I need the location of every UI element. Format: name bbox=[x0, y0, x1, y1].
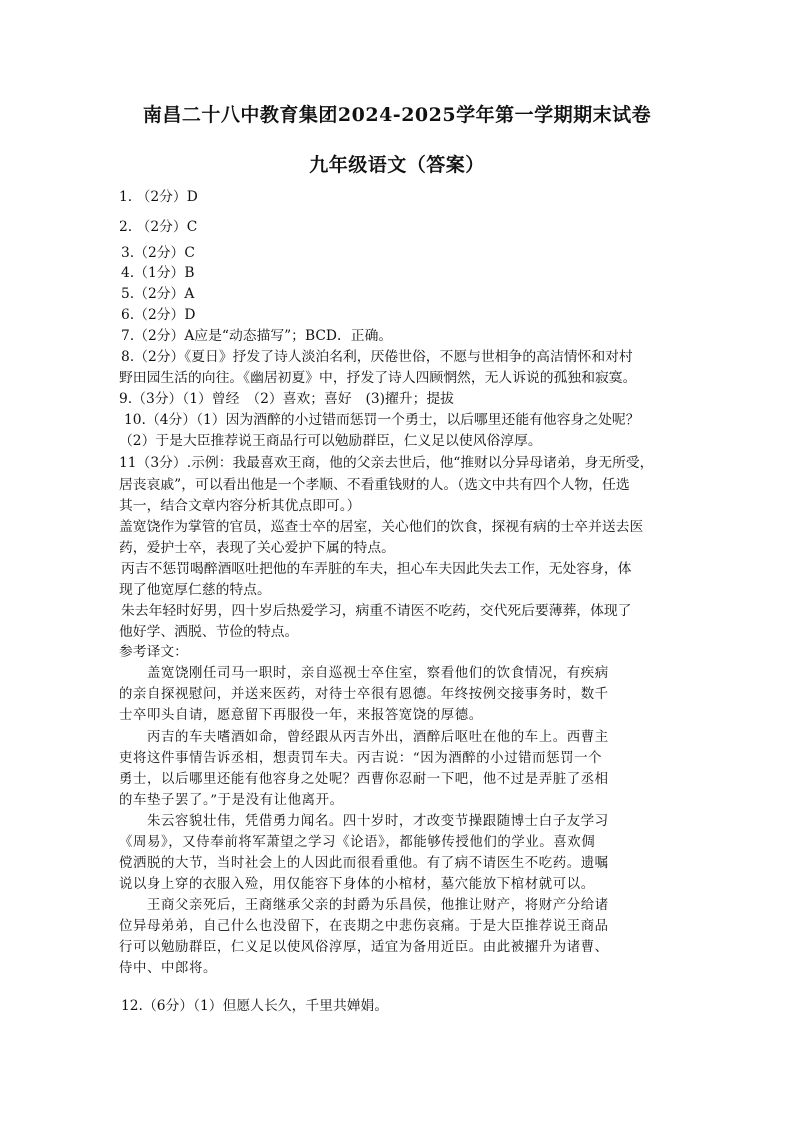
answer-line: 10.（4分）（1）因为酒醉的小过错而惩罚一个勇士，以后哪里还能有他容身之处呢？ bbox=[124, 412, 640, 428]
answer-line: 其一，结合文章内容分析其优点即可。） bbox=[119, 498, 361, 514]
answer-line: 朱去年轻时好男，四十岁后热爱学习，病重不请医不吃药，交代死后要薄葬，体现了 bbox=[121, 603, 632, 619]
translation-line: 位异母弟弟，自己什么也没留下，在丧期之中悲伤哀痛。于是大臣推荐说王商品 bbox=[119, 919, 609, 934]
translation-line: 《周易》，又侍奉前将军萧望之学习《论语》，都能够传授他们的学业。喜欢倜 bbox=[119, 835, 596, 850]
answer-line: 9.（3分）（1）曾经 （2）喜欢；喜好 (3)擢升；提拔 bbox=[119, 391, 454, 407]
translation-line: 盖宽饶刚任司马一职时，亲自巡视士卒住室，察看他们的饮食情况，有疾病 bbox=[147, 666, 609, 681]
translation-heading: 参考译文： bbox=[119, 644, 188, 660]
answer-line: 居丧哀戚”，可以看出他是一个孝顺、不看重钱财的人。（选文中共有四个人物，任选 bbox=[119, 477, 630, 493]
answer-line: 1. （2分）D bbox=[119, 189, 198, 205]
page-title: 南昌二十八中教育集团2024-2025学年第一学期期末试卷 bbox=[142, 104, 652, 126]
answer-line: 7.（2分）A应是“动态描写”；BCD．正确。 bbox=[121, 328, 393, 344]
answer-line: 4.（1分）B bbox=[121, 265, 195, 281]
answer-line: 野田园生活的向往。《幽居初夏》中，抒发了诗人四顾惘然，无人诉说的孤独和寂寞。 bbox=[119, 370, 637, 386]
translation-line: 王商父亲死后，王商继承父亲的封爵为乐昌侯，他推让财产，将财产分给诸 bbox=[147, 898, 609, 913]
translation-line: 丙吉的车夫嗜酒如命，曾经跟从丙吉外出，酒醉后呕吐在他的车上。西曹主 bbox=[147, 730, 609, 745]
translation-line: 的亲自探视慰问，并送来医药，对待士卒很有恩德。年终按例交接事务时，数千 bbox=[119, 687, 609, 702]
translation-line: 朱云容貌壮伟，凭借勇力闻名。四十岁时，才改变节操跟随博士白子友学习 bbox=[147, 814, 609, 829]
answer-line: 丙吉不惩罚喝醉酒呕吐把他的车弄脏的车夫，担心车夫因此失去工作，无处容身，体 bbox=[121, 561, 632, 577]
answer-line: （2）于是大臣推荐说王商品行可以勉励群臣，仁义足以使风俗淳厚。 bbox=[119, 433, 542, 449]
translation-line: 行可以勉励群臣，仁义足以使风俗淳厚，适宜为备用近臣。由此被擢升为诸曹、 bbox=[119, 940, 609, 955]
answer-line: 6.（2分）D bbox=[121, 307, 196, 323]
translation-line: 吏将这件事情告诉丞相，想责罚车夫。丙吉说：“因为酒醉的小过错而惩罚一个 bbox=[119, 751, 603, 766]
translation-line: 说以身上穿的衣服入殓，用仅能容下身体的小棺材，墓穴能放下棺材就可以。 bbox=[119, 877, 595, 892]
answer-line: 8.（2分）《夏日》抒发了诗人淡泊名利，厌倦世俗，不愿与世相争的高洁情怀和对村 bbox=[121, 349, 633, 365]
translation-line: 士卒叩头自请，愿意留下再服役一年，来报答宽饶的厚德。 bbox=[119, 708, 483, 723]
answer-line: 2. （2分）C bbox=[119, 219, 198, 235]
translation-line: 傥洒脱的大节，当时社会上的人因此而很看重他。有了病不请医生不吃药。遗嘱 bbox=[119, 856, 609, 871]
answer-line: 5.（2分）A bbox=[121, 286, 195, 302]
answer-line: 3.（2分）C bbox=[121, 245, 195, 261]
answer-line: 他好学、洒脱、节俭的特点。 bbox=[119, 624, 299, 640]
translation-line: 侍中、中郎将。 bbox=[119, 961, 217, 976]
answer-line: 药，爱护士卒，表现了关心爱护下属的特点。 bbox=[119, 540, 395, 556]
answer-line: 现了他宽厚仁慈的特点。 bbox=[119, 582, 271, 598]
page-subtitle: 九年级语文（答案） bbox=[309, 154, 485, 176]
translation-line: 勇士，以后哪里还能有他容身之处呢？西曹你忍耐一下吧，他不过是弄脏了丞相 bbox=[119, 772, 609, 787]
answer-line-12: 12.（6分）（1）但愿人长久，千里共婵娟。 bbox=[121, 998, 389, 1014]
translation-line: 的车垫子罢了。”于是没有让他离开。 bbox=[119, 793, 344, 808]
answer-line: 盖宽饶作为掌管的官员，巡查士卒的居室，关心他们的饮食，探视有病的士卒并送去医 bbox=[119, 519, 644, 535]
answer-line: 11（3分）.示例：我最喜欢王商，他的父亲去世后，他“推财以分异母诸弟，身无所受， bbox=[119, 455, 654, 471]
